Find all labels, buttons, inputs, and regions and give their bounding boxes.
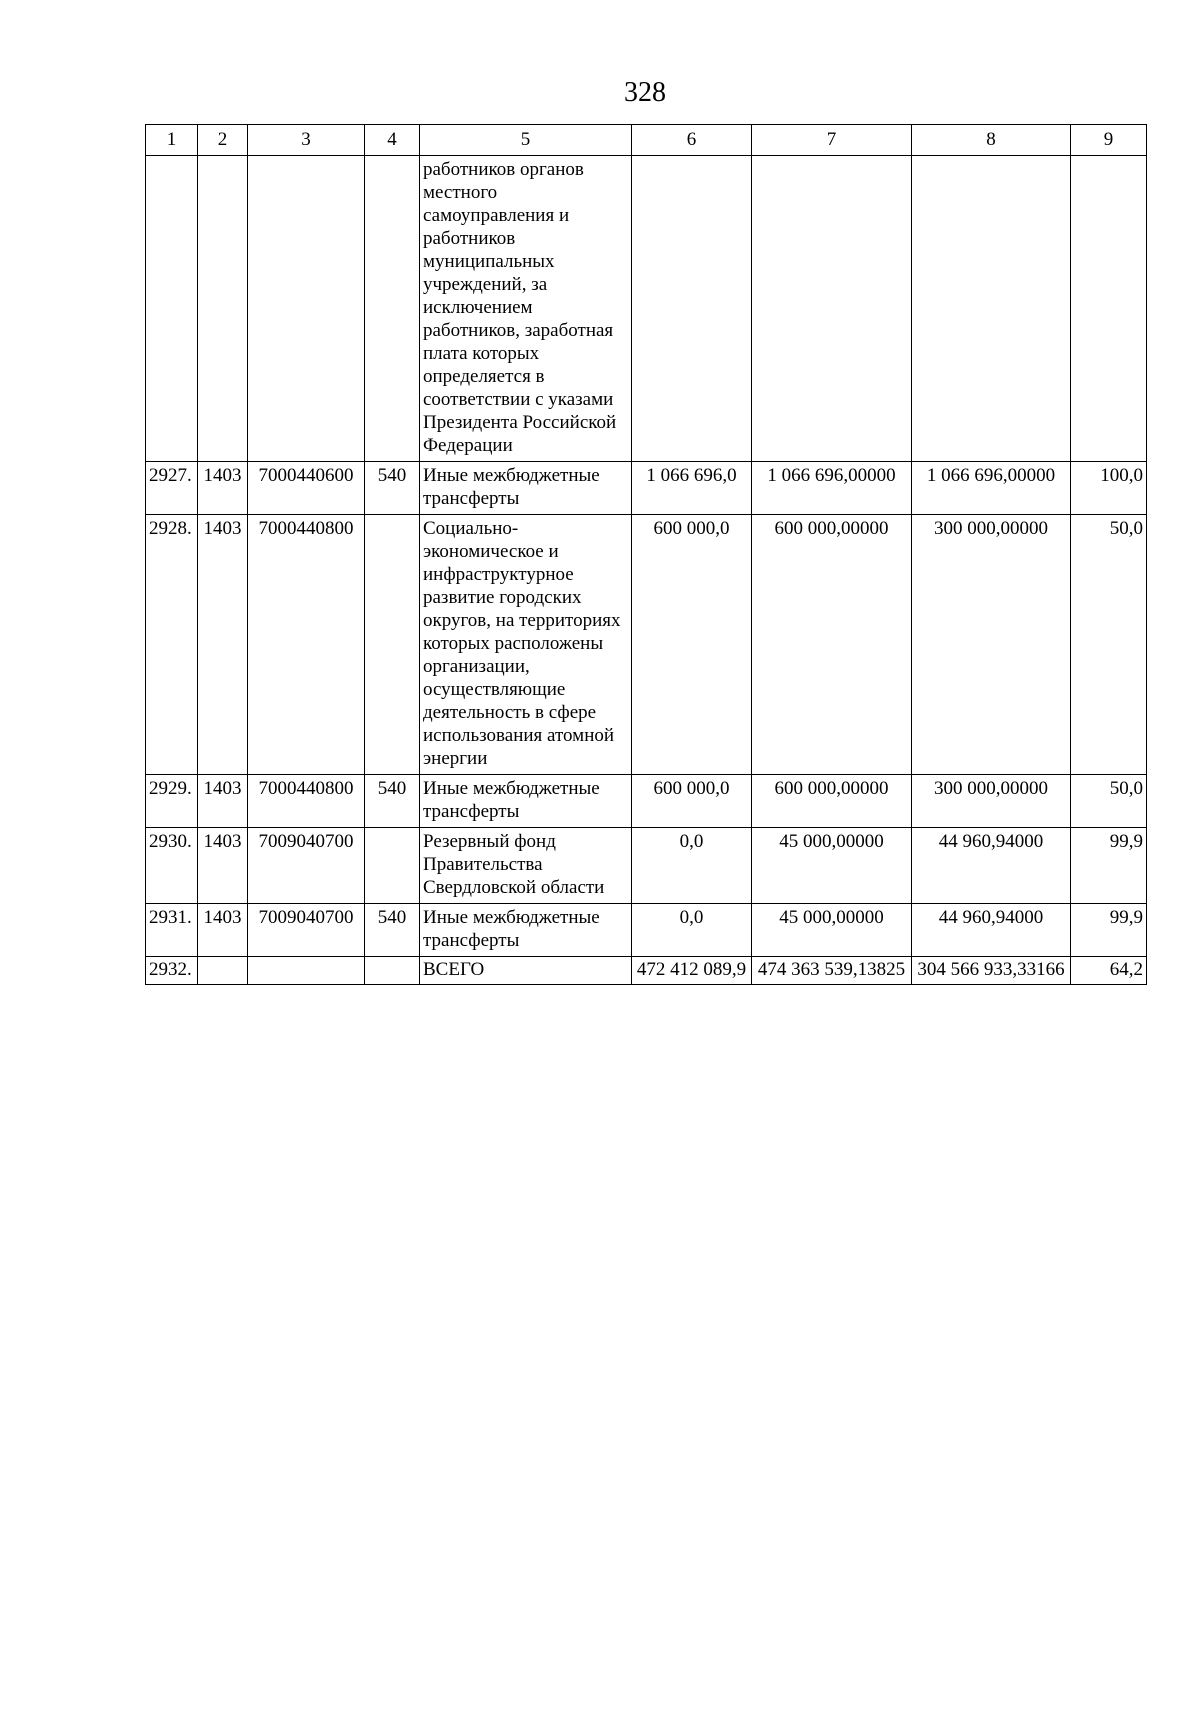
description-cell: ВСЕГО bbox=[420, 957, 632, 985]
section-code-cell: 1403 bbox=[198, 828, 248, 904]
amount-cell: 45 000,00000 bbox=[752, 828, 912, 904]
row-number-cell: 2927. bbox=[146, 462, 198, 515]
amount-cell: 0,0 bbox=[632, 828, 752, 904]
column-header: 5 bbox=[420, 125, 632, 156]
expense-type-cell bbox=[365, 957, 420, 985]
description-cell: Резервный фонд Правительства Свердловской области bbox=[420, 828, 632, 904]
percent-cell bbox=[1071, 156, 1147, 462]
description-cell: Иные межбюджетные трансферты bbox=[420, 775, 632, 828]
amount-cell: 45 000,00000 bbox=[752, 904, 912, 957]
target-article-cell: 7009040700 bbox=[248, 904, 365, 957]
percent-cell: 50,0 bbox=[1071, 515, 1147, 775]
section-code-cell: 1403 bbox=[198, 462, 248, 515]
page-number: 328 bbox=[624, 77, 666, 108]
amount-cell: 474 363 539,13825 bbox=[752, 957, 912, 985]
table-row bbox=[146, 828, 1147, 904]
percent-cell: 64,2 bbox=[1071, 957, 1147, 985]
table-row bbox=[146, 775, 1147, 828]
column-header: 7 bbox=[752, 125, 912, 156]
row-number-cell: 2930. bbox=[146, 828, 198, 904]
percent-cell: 99,9 bbox=[1071, 904, 1147, 957]
amount-cell: 300 000,00000 bbox=[912, 775, 1071, 828]
target-article-cell: 7000440800 bbox=[248, 775, 365, 828]
amount-cell: 472 412 089,9 bbox=[632, 957, 752, 985]
row-number-cell: 2931. bbox=[146, 904, 198, 957]
amount-cell: 300 000,00000 bbox=[912, 515, 1071, 775]
section-code-cell bbox=[198, 156, 248, 462]
table-row-total bbox=[146, 957, 1147, 985]
description-cell: Социально-экономическое и инфраструктурное развитие городских округов, на территориях которых расположены организации, осуществляющие деятельность в сфере использования атомной энергии bbox=[420, 515, 632, 775]
table-header-row bbox=[146, 125, 1147, 156]
target-article-cell bbox=[248, 156, 365, 462]
table-row bbox=[146, 462, 1147, 515]
target-article-cell bbox=[248, 957, 365, 985]
amount-cell: 1 066 696,00000 bbox=[912, 462, 1071, 515]
amount-cell: 44 960,94000 bbox=[912, 904, 1071, 957]
expense-type-cell: 540 bbox=[365, 462, 420, 515]
percent-cell: 50,0 bbox=[1071, 775, 1147, 828]
expense-type-cell bbox=[365, 156, 420, 462]
amount-cell: 304 566 933,33166 bbox=[912, 957, 1071, 985]
column-header: 4 bbox=[365, 125, 420, 156]
column-header: 2 bbox=[198, 125, 248, 156]
section-code-cell bbox=[198, 957, 248, 985]
row-number-cell: 2932. bbox=[146, 957, 198, 985]
expense-type-cell bbox=[365, 515, 420, 775]
column-header: 1 bbox=[146, 125, 198, 156]
amount-cell: 1 066 696,0 bbox=[632, 462, 752, 515]
amount-cell bbox=[632, 156, 752, 462]
row-number-cell bbox=[146, 156, 198, 462]
table-row bbox=[146, 904, 1147, 957]
section-code-cell: 1403 bbox=[198, 515, 248, 775]
amount-cell bbox=[912, 156, 1071, 462]
expense-type-cell bbox=[365, 828, 420, 904]
table-row bbox=[146, 156, 1147, 462]
column-header: 3 bbox=[248, 125, 365, 156]
amount-cell: 600 000,0 bbox=[632, 515, 752, 775]
section-code-cell: 1403 bbox=[198, 904, 248, 957]
row-number-cell: 2929. bbox=[146, 775, 198, 828]
amount-cell: 0,0 bbox=[632, 904, 752, 957]
amount-cell: 44 960,94000 bbox=[912, 828, 1071, 904]
description-cell: Иные межбюджетные трансферты bbox=[420, 904, 632, 957]
budget-table bbox=[145, 124, 1147, 985]
amount-cell: 600 000,00000 bbox=[752, 775, 912, 828]
target-article-cell: 7000440800 bbox=[248, 515, 365, 775]
expense-type-cell: 540 bbox=[365, 904, 420, 957]
amount-cell: 600 000,0 bbox=[632, 775, 752, 828]
percent-cell: 100,0 bbox=[1071, 462, 1147, 515]
amount-cell bbox=[752, 156, 912, 462]
section-code-cell: 1403 bbox=[198, 775, 248, 828]
target-article-cell: 7009040700 bbox=[248, 828, 365, 904]
percent-cell: 99,9 bbox=[1071, 828, 1147, 904]
column-header: 9 bbox=[1071, 125, 1147, 156]
amount-cell: 1 066 696,00000 bbox=[752, 462, 912, 515]
row-number-cell: 2928. bbox=[146, 515, 198, 775]
column-header: 8 bbox=[912, 125, 1071, 156]
target-article-cell: 7000440600 bbox=[248, 462, 365, 515]
description-cell: Иные межбюджетные трансферты bbox=[420, 462, 632, 515]
table-row bbox=[146, 515, 1147, 775]
amount-cell: 600 000,00000 bbox=[752, 515, 912, 775]
expense-type-cell: 540 bbox=[365, 775, 420, 828]
description-cell: работников органов местного самоуправления и работников муниципальных учреждений, за исключением работников, заработная плата которых определяется в соответствии с указами Президента Российской Федерации bbox=[420, 156, 632, 462]
column-header: 6 bbox=[632, 125, 752, 156]
